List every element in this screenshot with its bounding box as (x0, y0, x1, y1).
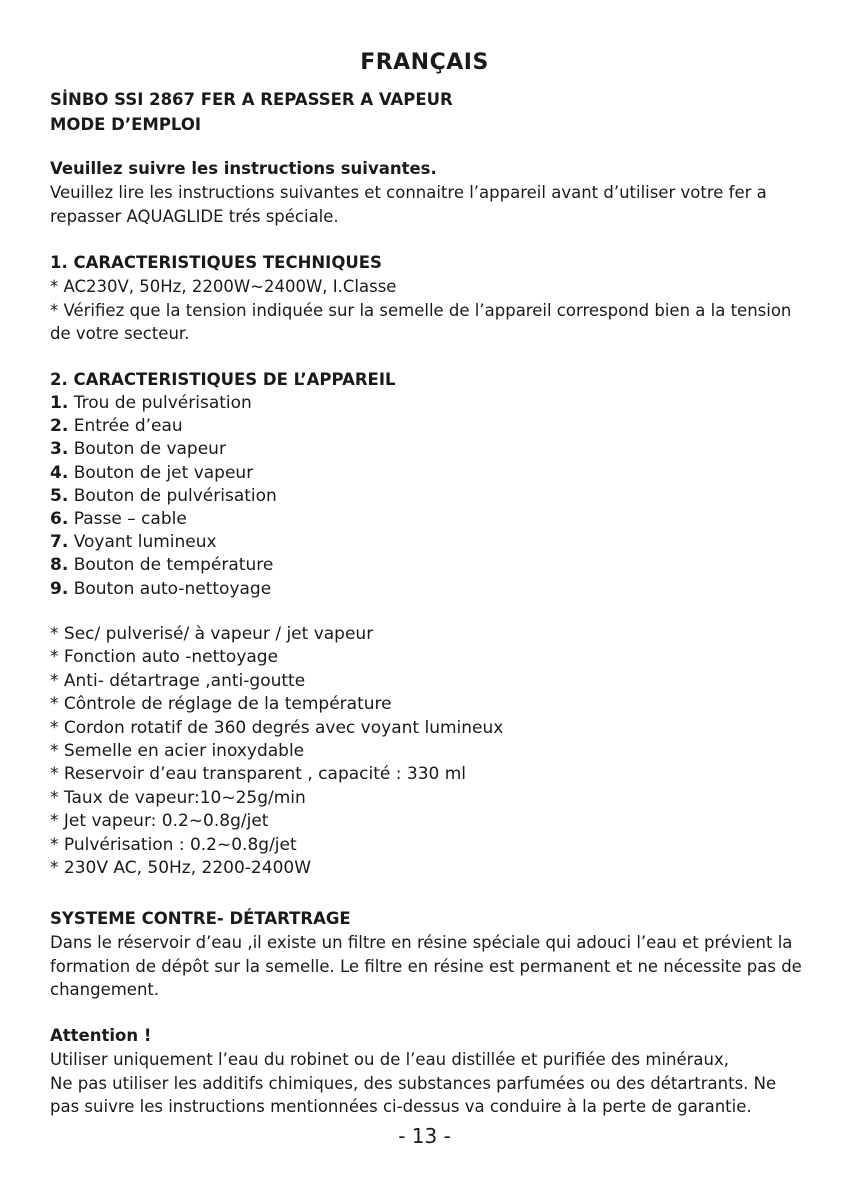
manual-title: MODE D’EMPLOI (50, 115, 201, 134)
attention-heading: Attention ! (50, 1026, 152, 1045)
intro-section (50, 156, 810, 228)
page-number: - 13 - (398, 1124, 451, 1148)
list-item: 8. Bouton de température (50, 555, 274, 576)
list-item: * Fonction auto -nettoyage (50, 647, 279, 668)
list-item: 6. Passe – cable (50, 509, 187, 530)
parts-list (50, 392, 810, 601)
anti-scale-text: Dans le réservoir d’eau ,il existe un filtre en résine spéciale qui adouci l’eau et prévient la formation de dépôt sur la semelle. Le filtre en résine est permanent et ne nécessite pas de changement. (50, 933, 802, 999)
list-item: * Reservoir d’eau transparent , capacité : 330 ml (50, 764, 467, 785)
technical-heading: 1. CARACTERISTIQUES TECHNIQUES (50, 253, 382, 272)
device-heading: 2. CARACTERISTIQUES DE L’APPAREIL (50, 370, 396, 389)
document-header (50, 87, 810, 137)
anti-scale-heading: SYSTEME CONTRE- DÉTARTRAGE (50, 909, 351, 928)
list-item: 2. Entrée d’eau (50, 416, 183, 437)
list-item: 3. Bouton de vapeur (50, 439, 226, 460)
list-item: * Sec/ pulverisé/ à vapeur / jet vapeur (50, 624, 374, 644)
intro-text: Veuillez lire les instructions suivantes et connaitre l’appareil avant d’utiliser votre fer a repasser AQUAGLIDE trés spéciale. (50, 183, 767, 226)
list-item: * Taux de vapeur:10~25g/min (50, 787, 306, 808)
list-item: 5. Bouton de pulvérisation (50, 485, 277, 506)
list-item: * Côntrole de réglage de la température (50, 694, 392, 715)
device-section (50, 367, 810, 601)
list-item: * 230V AC, 50Hz, 2200-2400W (50, 858, 312, 879)
list-item: 1. Trou de pulvérisation (50, 393, 252, 413)
technical-line-2: * Vérifiez que la tension indiquée sur la semelle de l’appareil correspond bien a la tension de votre secteur. (50, 300, 792, 343)
list-item: 9. Bouton auto-nettoyage (50, 578, 272, 599)
technical-line-1: * AC230V, 50Hz, 2200W~2400W, I.Classe (50, 277, 397, 296)
list-item: 7. Voyant lumineux (50, 532, 217, 553)
list-item: * Jet vapeur: 0.2~0.8g/jet (50, 811, 269, 832)
features-list (50, 623, 810, 880)
list-item: * Cordon rotatif de 360 degrés avec voyant lumineux (50, 717, 504, 738)
technical-section (50, 250, 810, 346)
attention-line-2: Ne pas utiliser les additifs chimiques, des substances parfumées ou des détartrants. Ne pas suivre les instructions mentionnées ci-dessus va conduire à la perte de garantie. (50, 1073, 777, 1116)
attention-section (50, 1023, 810, 1119)
list-item: * Pulvérisation : 0.2~0.8g/jet (50, 834, 297, 855)
list-item: * Anti- détartrage ,anti-goutte (50, 670, 306, 691)
list-item: 4. Bouton de jet vapeur (50, 462, 254, 483)
attention-line-1: Utiliser uniquement l’eau du robinet ou de l’eau distillée et purifiée des minéraux, (50, 1050, 730, 1069)
anti-scale-section (50, 906, 810, 1002)
language-title: FRANÇAIS (360, 50, 489, 75)
list-item: * Semelle en acier inoxydable (50, 741, 305, 762)
intro-heading: Veuillez suivre les instructions suivantes. (50, 159, 437, 178)
product-title: SİNBO SSI 2867 FER A REPASSER A VAPEUR (50, 90, 453, 109)
